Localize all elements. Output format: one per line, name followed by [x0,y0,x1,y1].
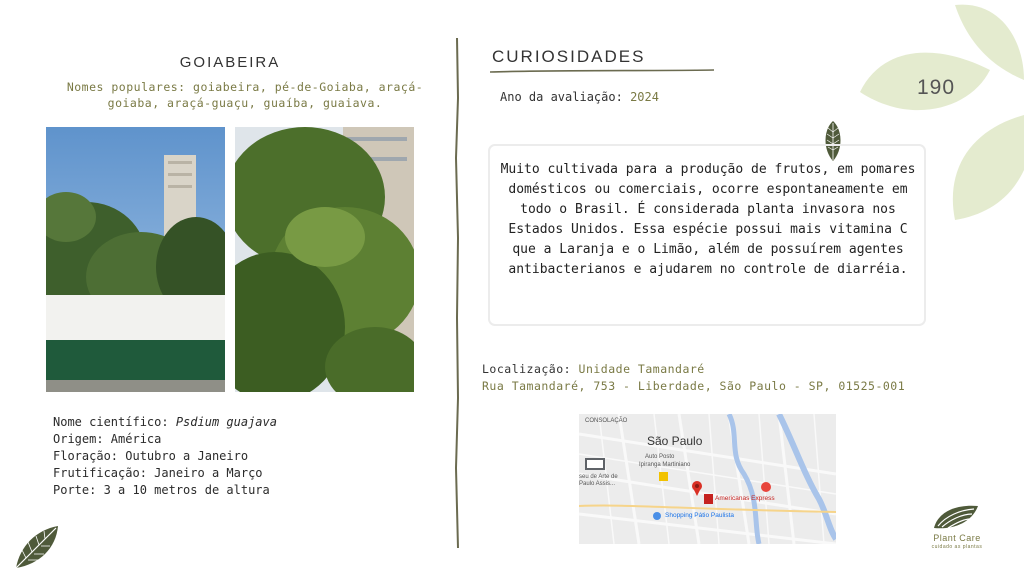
leaf-icon [12,524,62,570]
location-unit-row: Localização: Unidade Tamandaré [482,362,705,376]
location-map[interactable] [579,414,836,544]
fruiting-row: Frutificação: Janeiro a Março [53,466,263,480]
plant-photo-1 [46,127,225,392]
evaluation-year: Ano da avaliação: 2024 [500,90,659,104]
plant-number: 190 [916,76,956,99]
size-row: Porte: 3 a 10 metros de altura [53,483,270,497]
column-divider [452,38,462,548]
location-address: Rua Tamandaré, 753 - Liberdade, São Paulo - SP, 01525-001 [482,379,906,393]
evaluation-year-value: 2024 [630,90,659,104]
map-poi-4b: Paulo Assis... [579,481,616,487]
logo-tagline: cuidado as plantas [931,544,983,550]
map-district-label: CONSOLAÇÃO [585,418,628,424]
map-poi-1: Auto Posto [645,454,675,460]
location-info [482,361,905,395]
logo-name: Plant Care [933,533,981,543]
map-poi-4: seu de Arte de [579,474,618,480]
location-unit: Unidade Tamandaré [578,362,705,376]
curiosities-title: CURIOSIDADES [492,47,646,66]
plant-facts [53,414,277,499]
plant-photo-2 [235,127,414,392]
popular-names: Nomes populares: goiabeira, pé-de-Goiaba, araçá-goiaba, araçá-guaçu, guaíba, guaiava. [66,80,424,110]
plant-title: GOIABEIRA [179,54,281,71]
map-poi-1b: Ipiranga Martiniano [639,462,691,468]
scientific-name-row: Nome científico: Psdium guajava [53,415,277,429]
flowering-row: Floração: Outubro a Janeiro [53,449,249,463]
map-poi-2: Americanas Express [715,495,775,502]
map-poi-3: Shopping Pátio Paulista [665,512,735,519]
scientific-name-value: Psdium guajava [175,415,277,429]
plant-care-logo [932,502,980,532]
title-underline [490,68,714,74]
origin-row: Origem: América [53,432,162,446]
map-city-label: São Paulo [647,434,703,448]
curiosities-text: Muito cultivada para a produção de frutos, em pomares domésticos ou comerciais, ocorre espontaneamente em todo o Brasil. É considerada planta invasora nos Estados Unidos. Essa espécie possui mais vitamina C que a Laranja e o Limão, além de possuírem agentes antibacterianos e ajudarem no controle de diarréia. [500,162,916,277]
